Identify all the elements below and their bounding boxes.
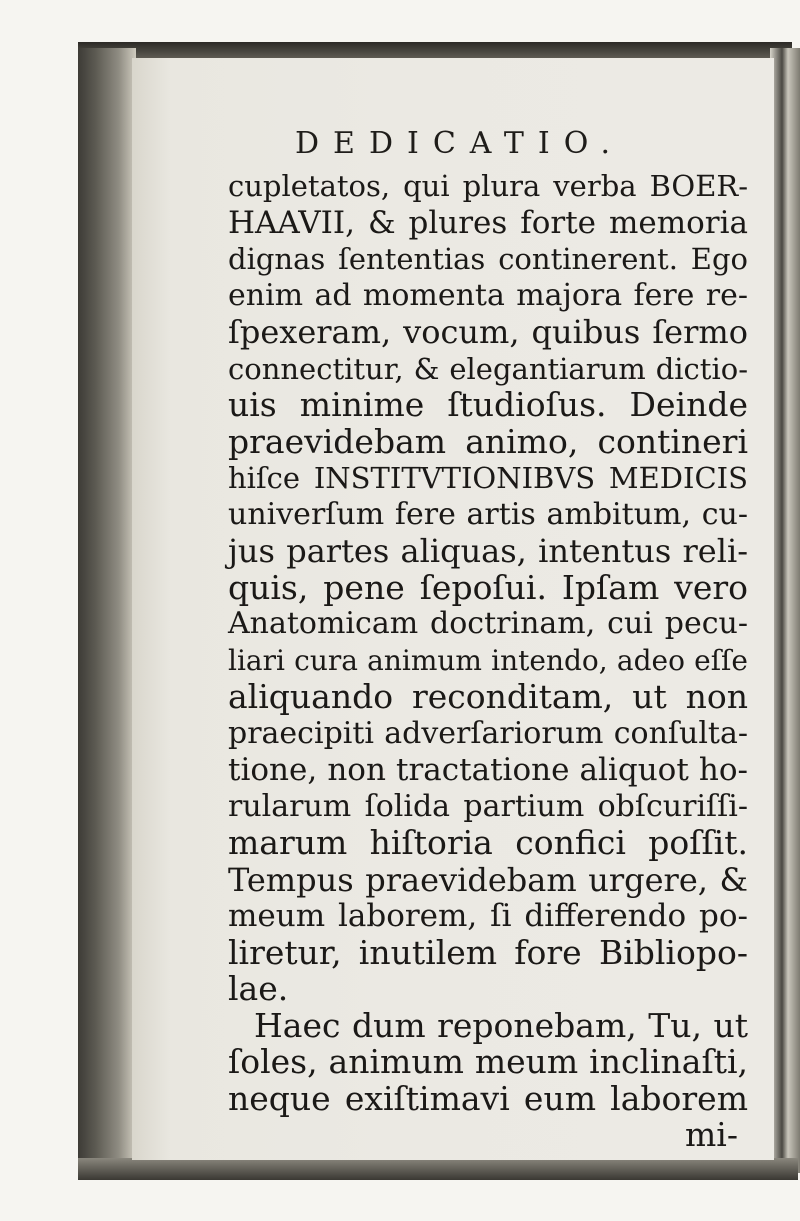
text-line: marum hiſtoria confici poſſit. xyxy=(228,823,748,862)
book-spine-shadow xyxy=(78,48,136,1173)
running-head: DEDICATIO. xyxy=(295,126,625,161)
text-line: Tempus praevidebam urgere, & xyxy=(228,860,748,899)
text-line: uis minime ſtudioſus. Deinde xyxy=(228,385,748,424)
text-line: praecipiti adverſariorum conſulta- xyxy=(228,715,748,751)
text-line: neque exiſtimavi eum laborem xyxy=(228,1078,748,1118)
text-line: cupletatos, qui plura verba BOER- xyxy=(228,169,748,203)
text-line: aliquando reconditam, ut non xyxy=(228,677,748,716)
text-line: enim ad momenta majora fere re- xyxy=(228,277,748,313)
text-line: Haec dum reponebam, Tu, ut xyxy=(254,1005,748,1045)
text-line: hiſce INSTITVTIONIBVS MEDICIS xyxy=(228,461,748,495)
catchword: mi- xyxy=(685,1115,738,1154)
text-line: Anatomicam doctrinam, cui pecu- xyxy=(228,606,748,641)
text-line: liari cura animum intendo, adeo eſſe xyxy=(228,643,748,677)
text-line: ſoles, animum meum inclinaſti, xyxy=(228,1042,748,1081)
text-line: rularum ſolida partium obſcuriſſi- xyxy=(228,788,748,824)
book-fore-edge xyxy=(770,48,800,1173)
text-line: HAAVII, & plures forte memoria xyxy=(228,204,748,241)
text-line: jus partes aliquas, intentus reli- xyxy=(228,532,748,570)
text-line: lae. xyxy=(228,969,289,1008)
text-line: ſpexeram, vocum, quibus ſermo xyxy=(228,313,748,351)
body-text xyxy=(228,168,748,1154)
text-line: meum laborem, ſi differendo po- xyxy=(228,898,748,934)
text-line: liretur, inutilem fore Bibliopo- xyxy=(228,932,748,972)
text-line: tione, non tractatione aliquot ho- xyxy=(228,752,748,788)
text-line: praevidebam animo, contineri xyxy=(228,421,748,461)
text-line: quis, pene ſepoſui. Ipſam vero xyxy=(228,567,748,607)
text-line: univerſum fere artis ambitum, cu- xyxy=(228,496,748,532)
text-line: connectitur, & elegantiarum dictio- xyxy=(228,351,748,386)
book-bottom-edge xyxy=(78,1158,798,1180)
text-line: dignas ſententias continerent. Ego xyxy=(228,242,748,276)
